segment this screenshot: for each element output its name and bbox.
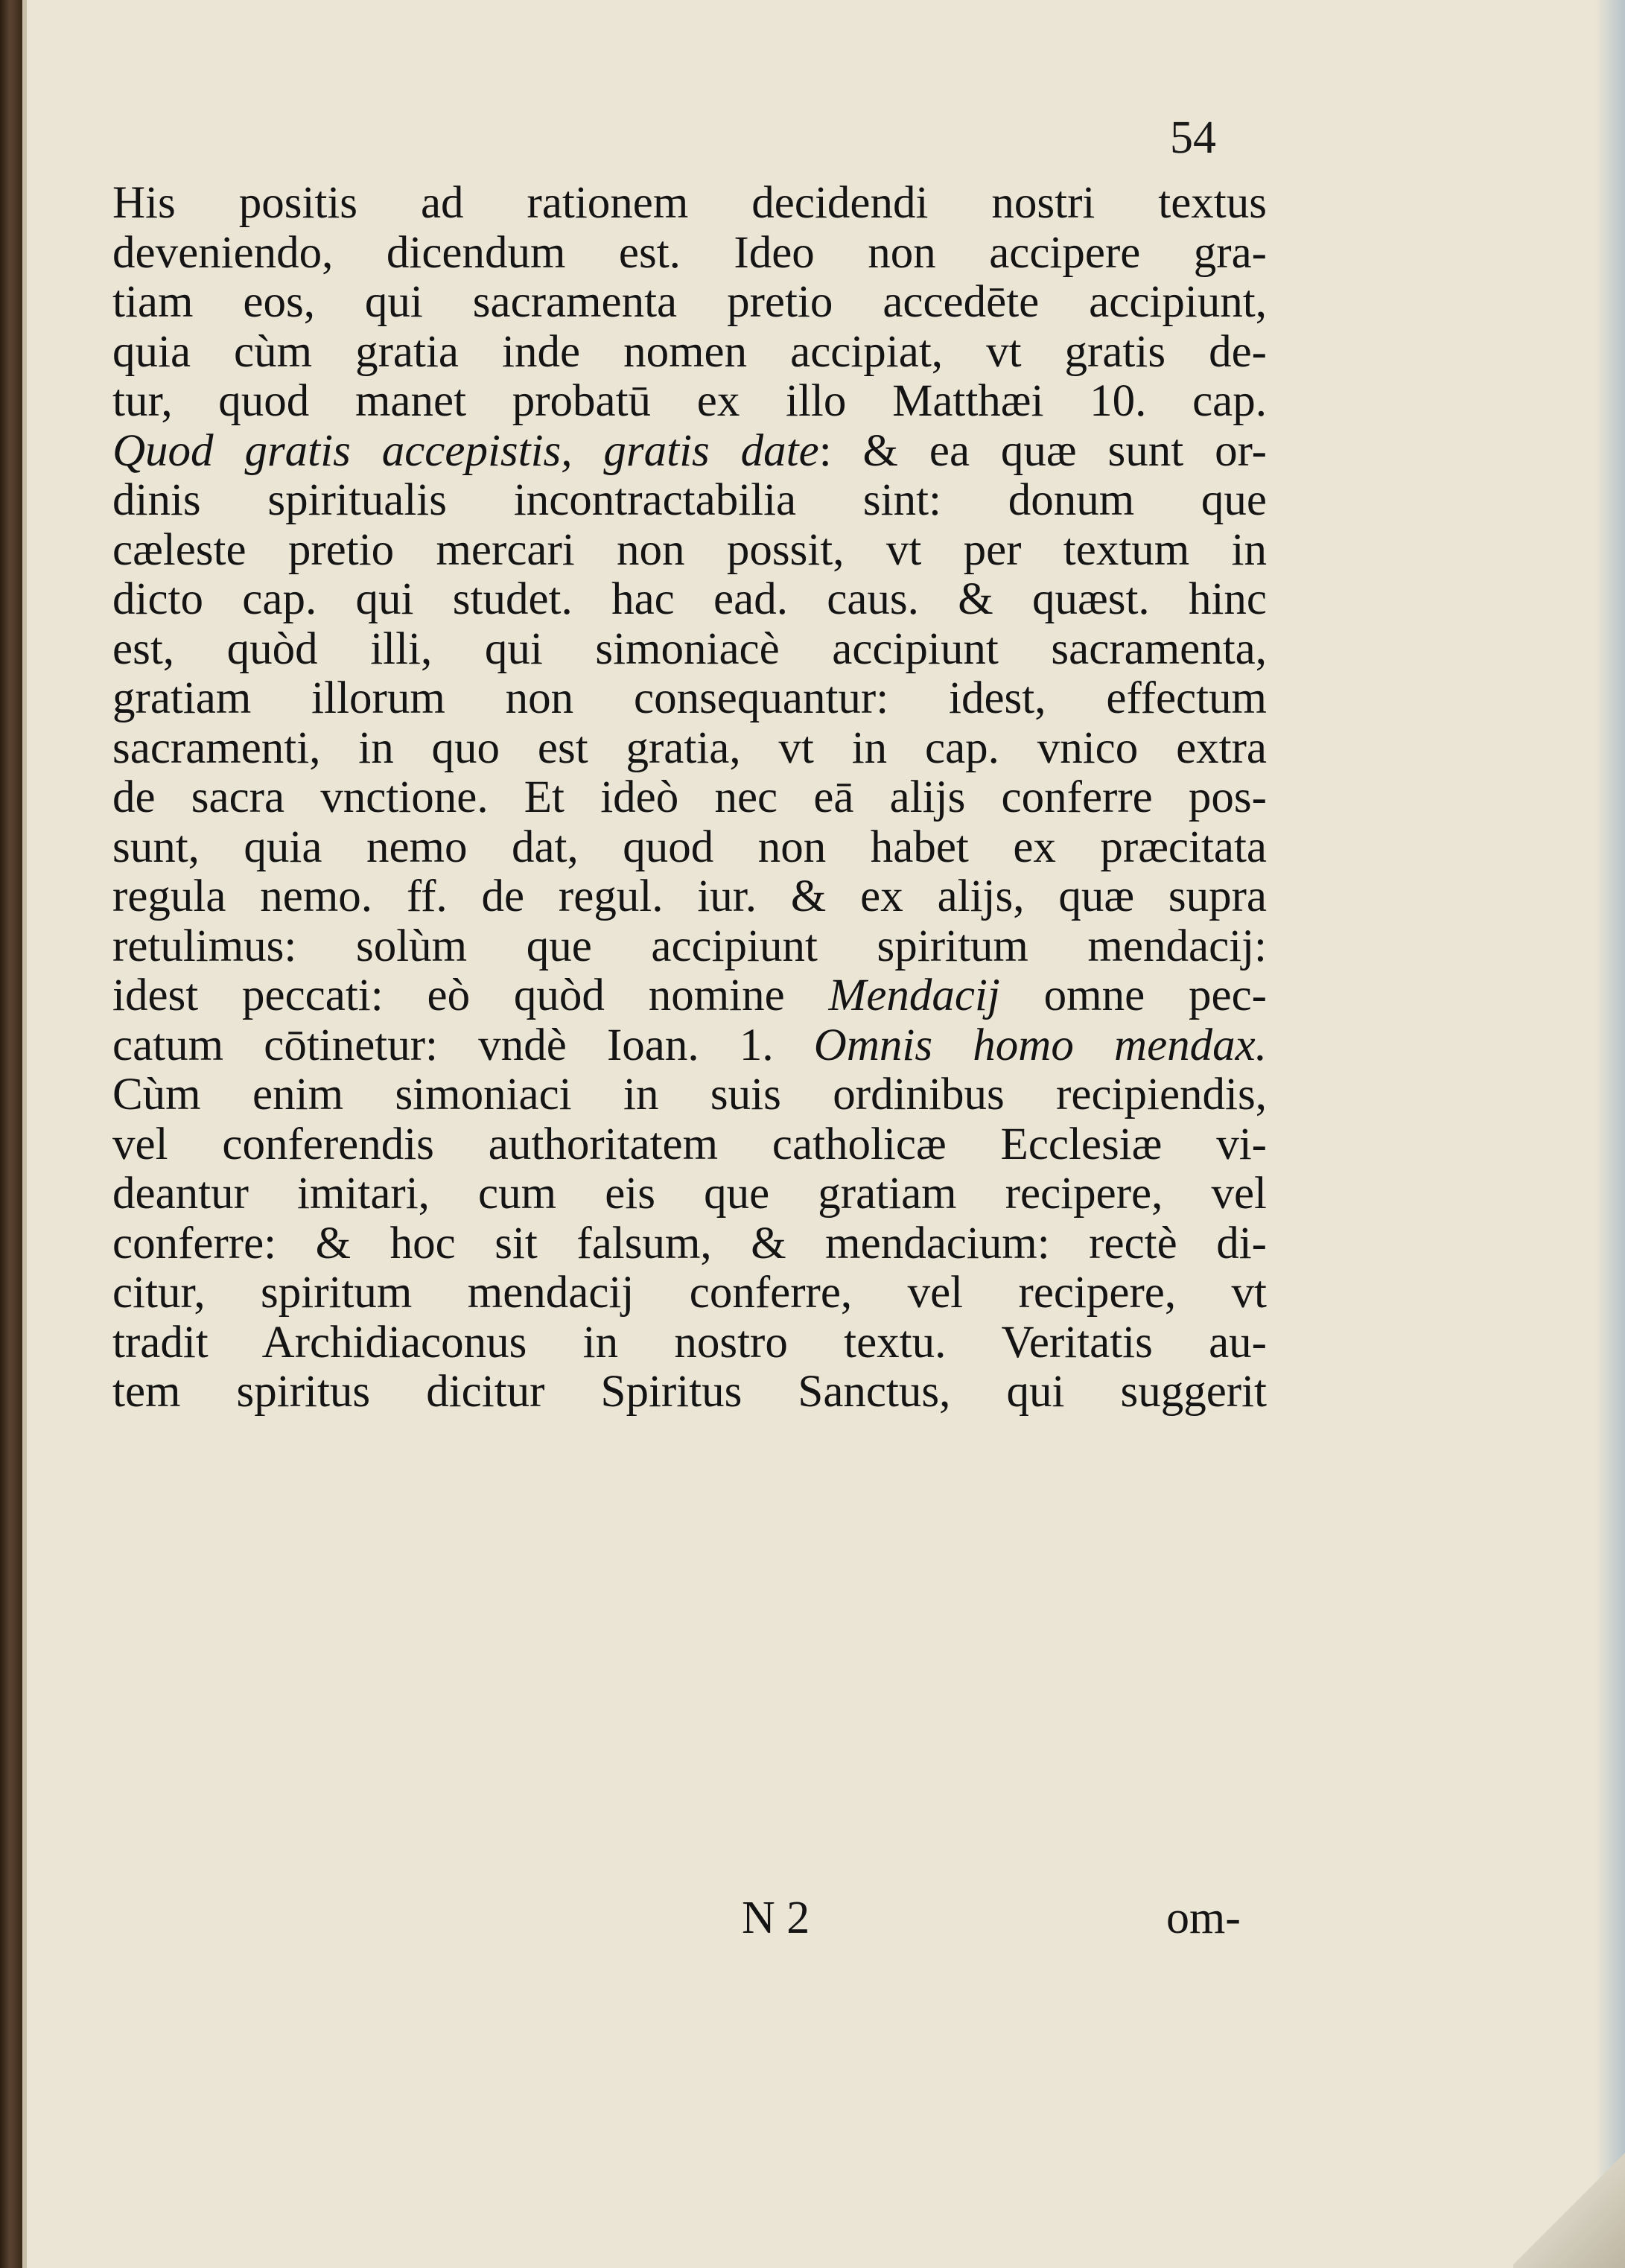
text-line bbox=[112, 1021, 1267, 1071]
line-text: tem spiritus dicitur Spiritus Sanctus, qui suggerit bbox=[112, 1367, 1267, 1417]
line-text: tiam eos, qui sacramenta pretio accedēte accipiunt, bbox=[112, 277, 1267, 327]
text-line bbox=[112, 971, 1267, 1021]
line-text: gratiam illorum non consequantur: idest, effectum bbox=[112, 673, 1267, 723]
italic-text: Mendacij bbox=[828, 971, 1000, 1020]
page-edge-shadow bbox=[1595, 0, 1625, 2268]
text-line bbox=[112, 1268, 1267, 1318]
text-line bbox=[112, 773, 1267, 823]
line-text: catum cōtinetur: vndè Ioan. 1. bbox=[112, 1020, 814, 1070]
book-binding bbox=[0, 0, 22, 2268]
line-text: sacramenti, in quo est gratia, vt in cap. vnico extra bbox=[112, 722, 1267, 773]
text-line bbox=[112, 922, 1267, 972]
text-line bbox=[112, 476, 1267, 526]
line-text: quia cùm gratia inde nomen accipiat, vt gratis de- bbox=[112, 326, 1267, 377]
line-text: Cùm enim simoniaci in suis ordinibus recipiendis, bbox=[112, 1070, 1267, 1119]
text-line bbox=[112, 377, 1267, 427]
line-text: citur, spiritum mendacij conferre, vel recipere, vt bbox=[112, 1268, 1267, 1318]
line-text: de sacra vnctione. Et ideò nec eā alijs conferre pos- bbox=[112, 772, 1267, 822]
line-text: retulimus: solùm que accipiunt spiritum mendacij: bbox=[112, 921, 1267, 971]
text-line bbox=[112, 724, 1267, 774]
text-line bbox=[112, 179, 1267, 229]
page-number: 54 bbox=[1170, 112, 1216, 163]
line-text: idest peccati: eò quòd nomine bbox=[112, 971, 829, 1020]
italic-text: Quod gratis accepistis, gratis date bbox=[112, 425, 819, 476]
italic-text: Omnis homo mendax. bbox=[813, 1020, 1268, 1070]
line-text: sunt, quia nemo dat, quod non habet ex præcitata bbox=[112, 822, 1267, 872]
text-line bbox=[112, 872, 1267, 922]
text-line bbox=[112, 1070, 1267, 1120]
text-line bbox=[112, 526, 1267, 576]
text-line bbox=[112, 278, 1267, 328]
line-text: : & ea quæ sunt or- bbox=[818, 425, 1267, 476]
text-line bbox=[112, 1120, 1267, 1170]
text-line bbox=[112, 1368, 1267, 1417]
text-line bbox=[112, 625, 1267, 675]
line-text: conferre: & hoc sit falsum, & mendacium: rectè di- bbox=[112, 1218, 1267, 1268]
text-line bbox=[112, 1219, 1267, 1269]
line-text: tradit Archidiaconus in nostro textu. Veritatis au- bbox=[112, 1317, 1267, 1368]
line-text: tur, quod manet probatū ex illo Matthæi 10. cap. bbox=[112, 376, 1267, 426]
text-line bbox=[112, 427, 1267, 477]
catchword: om- bbox=[1166, 1893, 1241, 1943]
line-text: est, quòd illi, qui simoniacè accipiunt sacramenta, bbox=[112, 623, 1267, 674]
body-text bbox=[112, 179, 1267, 1417]
line-text: omne pec- bbox=[999, 971, 1267, 1020]
line-text: vel conferendis authoritatem catholicæ Ecclesiæ vi- bbox=[112, 1119, 1267, 1169]
line-text: dinis spiritualis incontractabilia sint: donum que bbox=[112, 475, 1267, 525]
text-line bbox=[112, 1169, 1267, 1219]
book-page bbox=[22, 0, 1625, 2268]
line-text: regula nemo. ff. de regul. iur. & ex alijs, quæ supra bbox=[112, 871, 1267, 921]
signature-mark: N 2 bbox=[742, 1893, 810, 1943]
text-line bbox=[112, 674, 1267, 724]
text-line bbox=[112, 575, 1267, 625]
text-line bbox=[112, 823, 1267, 873]
line-text: His positis ad rationem decidendi nostri textus bbox=[112, 178, 1267, 228]
line-text: cæleste pretio mercari non possit, vt per textum in bbox=[112, 524, 1267, 575]
text-line bbox=[112, 229, 1267, 279]
text-line bbox=[112, 328, 1267, 378]
line-text: deveniendo, dicendum est. Ideo non accipere gra- bbox=[112, 227, 1267, 278]
line-text: deantur imitari, cum eis que gratiam recipere, vel bbox=[112, 1169, 1267, 1219]
text-line bbox=[112, 1318, 1267, 1368]
page-corner-fold bbox=[1513, 2149, 1625, 2268]
line-text: dicto cap. qui studet. hac ead. caus. & quæst. hinc bbox=[112, 574, 1267, 624]
